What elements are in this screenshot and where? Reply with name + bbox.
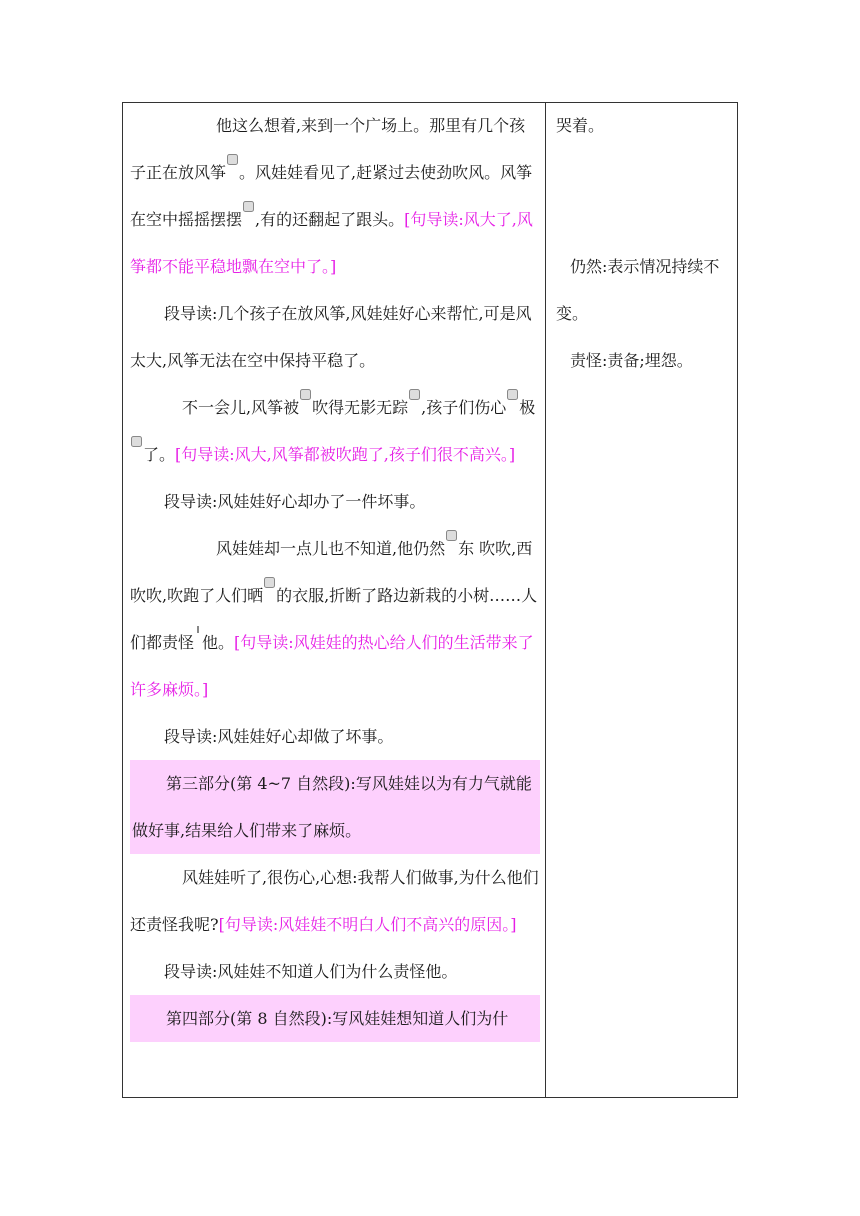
annotation-mark-icon [300,389,311,400]
paragraph-1-text-a: 他这么想着,来到一个广场上。那里有几个孩子正在放风筝 [130,116,526,182]
note-rengran: 仍然:表示情况持续不变。 [556,257,720,323]
paragraph-2-text-b: 吹得无影无踪 [312,398,409,417]
paragraph-4 [130,854,540,948]
part-three-summary: 第三部分(第 4~7 自然段):写风娃娃以为有力气就能做好事,结果给人们带来了麻烦。 [130,760,540,854]
paragraph-3-text-c: 的衣服,折断了路边新栽的小树……人们都责怪 [130,586,538,652]
paragraph-2-text-c: ,孩子们伤心 [421,398,507,417]
annotation-mark-icon [446,530,457,541]
segment-guide-1: 段导读:几个孩子在放风筝,风娃娃好心来帮忙,可是风太大,风筝无法在空中保持平稳了。 [130,304,532,370]
paragraph-1-text-c: ,有的还翻起了跟头。 [255,210,405,229]
paragraph-1 [130,102,540,290]
paragraph-1-text-b: 。风娃娃看见了,赶紧过去使劲吹风。风筝在空中摇摇摆摆 [130,163,533,229]
paragraph-2 [130,384,540,478]
annotation-mark-icon [131,436,142,447]
paragraph-2-text-a: 不一会儿,风筝被 [182,398,300,417]
paragraph-4-text: 风娃娃听了,很伤心,心想:我帮人们做事,为什么他们还责怪我呢? [130,868,539,934]
segment-guide-2: 段导读:风娃娃好心却办了一件坏事。 [164,492,426,511]
paragraph-2-text-d: 极 [519,398,536,417]
segment-guide-4: 段导读:风娃娃不知道人们为什么责怪他。 [164,962,458,981]
annotation-mark-icon [507,389,518,400]
segment-guide-3: 段导读:风娃娃好心却做了坏事。 [164,727,394,746]
note-zeguai: 责怪:责备;埋怨。 [570,351,693,370]
annotation-tick-icon [197,626,199,633]
annotation-mark-icon [409,389,420,400]
annotation-mark-icon [243,201,254,212]
text-column [130,102,540,1042]
sentence-guide-1: [句导读:风大了,风筝都不能平稳地飘在空中了。] [130,210,533,276]
sentence-guide-4: [句导读:风娃娃不明白人们不高兴的原因。] [218,915,517,934]
sentence-guide-3: [句导读:风娃娃的热心给人们的生活带来了许多麻烦。] [130,633,534,699]
column-divider [545,102,546,1098]
sentence-guide-2: [句导读:风大,风筝都被吹跑了,孩子们很不高兴。] [175,445,516,464]
paragraph-3-text-d: 他。 [202,633,235,652]
paragraph-3-text-a: 风娃娃却一点儿也不知道,他仍然 [216,539,446,558]
annotation-mark-icon [264,577,275,588]
paragraph-2-text-e: 了。 [143,445,176,464]
paragraph-3 [130,525,540,713]
paragraph-3-text-b: 东 吹吹,西吹吹,吹跑了人们晒 [130,539,533,605]
annotation-mark-icon [227,154,238,165]
notes-column [556,102,728,384]
part-four-summary: 第四部分(第 8 自然段):写风娃娃想知道人们为什 [130,995,540,1042]
note-crying: 哭着。 [556,116,605,135]
